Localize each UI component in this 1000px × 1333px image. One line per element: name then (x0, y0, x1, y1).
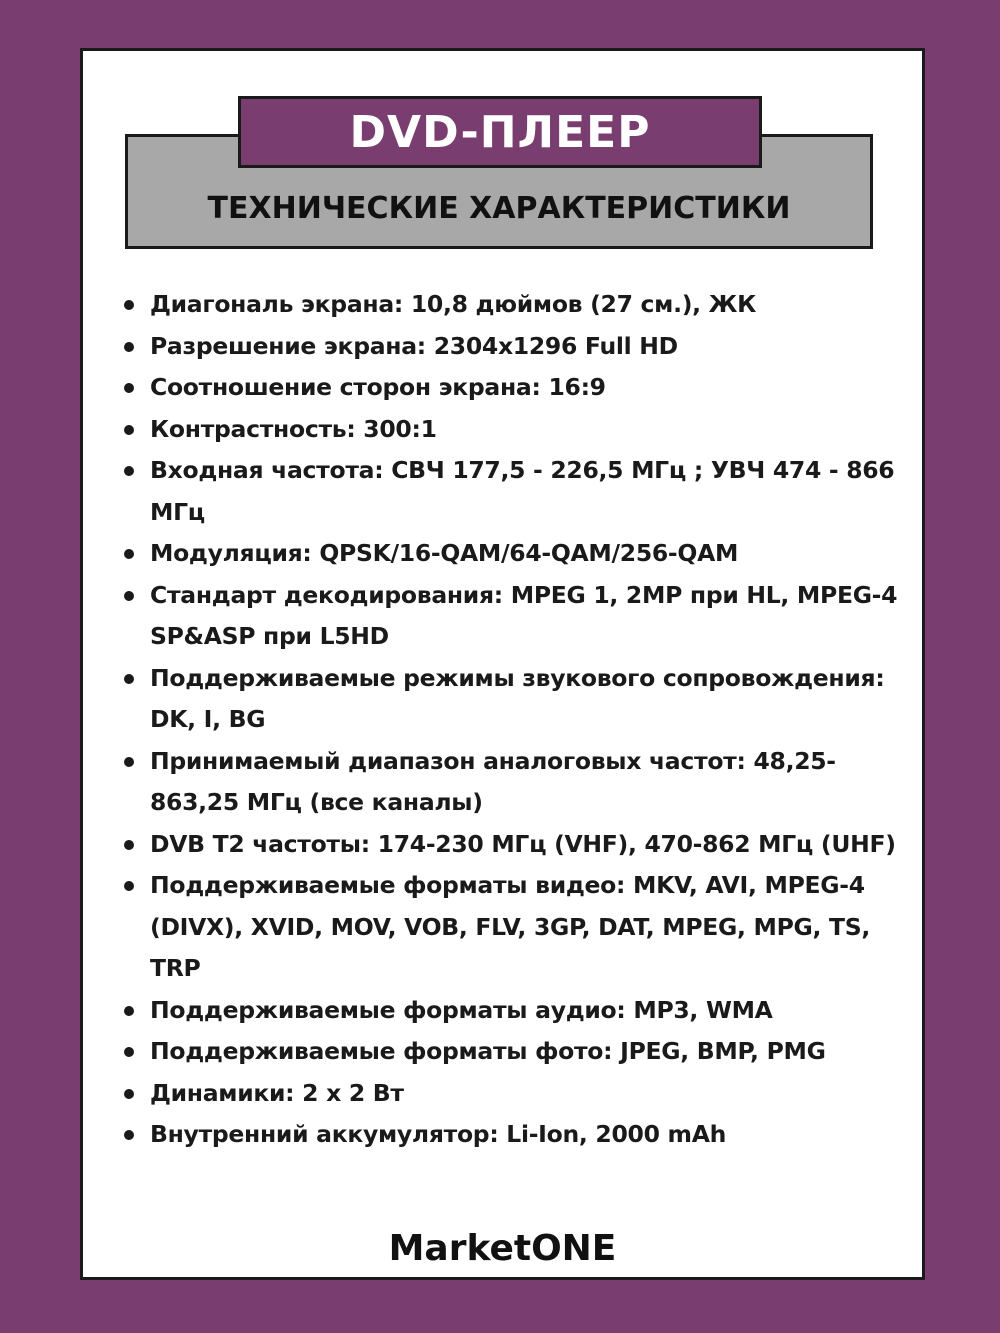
spec-item (122, 865, 912, 990)
spec-item (122, 658, 912, 741)
spec-text: Поддерживаемые режимы звукового сопровождения: DK, I, BG (150, 663, 885, 733)
spec-text: Контрастность: 300:1 (150, 414, 437, 443)
spec-text: Стандарт декодирования: MPEG 1, 2MP при HL, MPEG-4 SP&ASP при L5HD (150, 580, 898, 650)
bullet-icon (124, 757, 134, 767)
bullet-icon (124, 674, 134, 684)
bullet-icon (124, 466, 134, 476)
spec-item (122, 326, 912, 368)
bullet-icon (124, 881, 134, 891)
spec-text: Поддерживаемые форматы фото: JPEG, BMP, PMG (150, 1037, 826, 1065)
spec-item (122, 1073, 912, 1115)
bullet-icon (124, 342, 134, 352)
spec-list (122, 284, 912, 1156)
bullet-icon (124, 1089, 134, 1099)
bullet-icon (124, 1130, 134, 1140)
spec-item (122, 741, 912, 824)
spec-item (122, 409, 912, 451)
spec-item (122, 575, 912, 658)
spec-text: Соотношение сторон экрана: 16:9 (150, 373, 606, 401)
spec-text: Разрешение экрана: 2304x1296 Full HD (150, 331, 678, 360)
page-title: DVD-ПЛЕЕР (349, 106, 651, 158)
spec-text: Внутренний аккумулятор: Li-Ion, 2000 mAh (150, 1120, 727, 1148)
subtitle-text: ТЕХНИЧЕСКИЕ ХАРАКТЕРИСТИКИ (207, 190, 791, 226)
spec-text: Входная частота: СВЧ 177,5 - 226,5 МГц ; УВЧ 474 - 866 МГц (150, 456, 895, 526)
spec-item (122, 450, 912, 533)
brand-footer: MarketONE (388, 1228, 617, 1269)
spec-text: Модуляция: QPSK/16-QAM/64-QAM/256-QAM (150, 539, 739, 567)
bullet-icon (124, 383, 134, 393)
spec-item (122, 533, 912, 575)
spec-item (122, 284, 912, 326)
spec-text: Поддерживаемые форматы аудио: MP3, WMA (150, 995, 773, 1024)
spec-item (122, 367, 912, 409)
bullet-icon (124, 425, 134, 435)
spec-item (122, 1114, 912, 1156)
spec-text: Динамики: 2 x 2 Вт (150, 1078, 404, 1107)
bullet-icon (124, 1006, 134, 1016)
spec-text: Принимаемый диапазон аналоговых частот: 48,25-863,25 МГц (все каналы) (150, 746, 836, 816)
bullet-icon (124, 591, 134, 601)
spec-text: Поддерживаемые форматы видео: MKV, AVI, MPEG-4 (DIVX), XVID, MOV, VOB, FLV, 3GP, DAT, MPEG, MPG, TS, TRP (150, 871, 871, 982)
spec-text: DVB T2 частоты: 174-230 МГц (VHF), 470-862 МГц (UHF) (150, 829, 896, 858)
bullet-icon (124, 1047, 134, 1057)
bullet-icon (124, 840, 134, 850)
bullet-icon (124, 300, 134, 310)
bullet-icon (124, 549, 134, 559)
spec-item (122, 990, 912, 1032)
title-banner (238, 96, 762, 168)
spec-item (122, 1031, 912, 1073)
spec-text: Диагональ экрана: 10,8 дюймов (27 см.), ЖК (150, 290, 757, 318)
spec-item (122, 824, 912, 866)
